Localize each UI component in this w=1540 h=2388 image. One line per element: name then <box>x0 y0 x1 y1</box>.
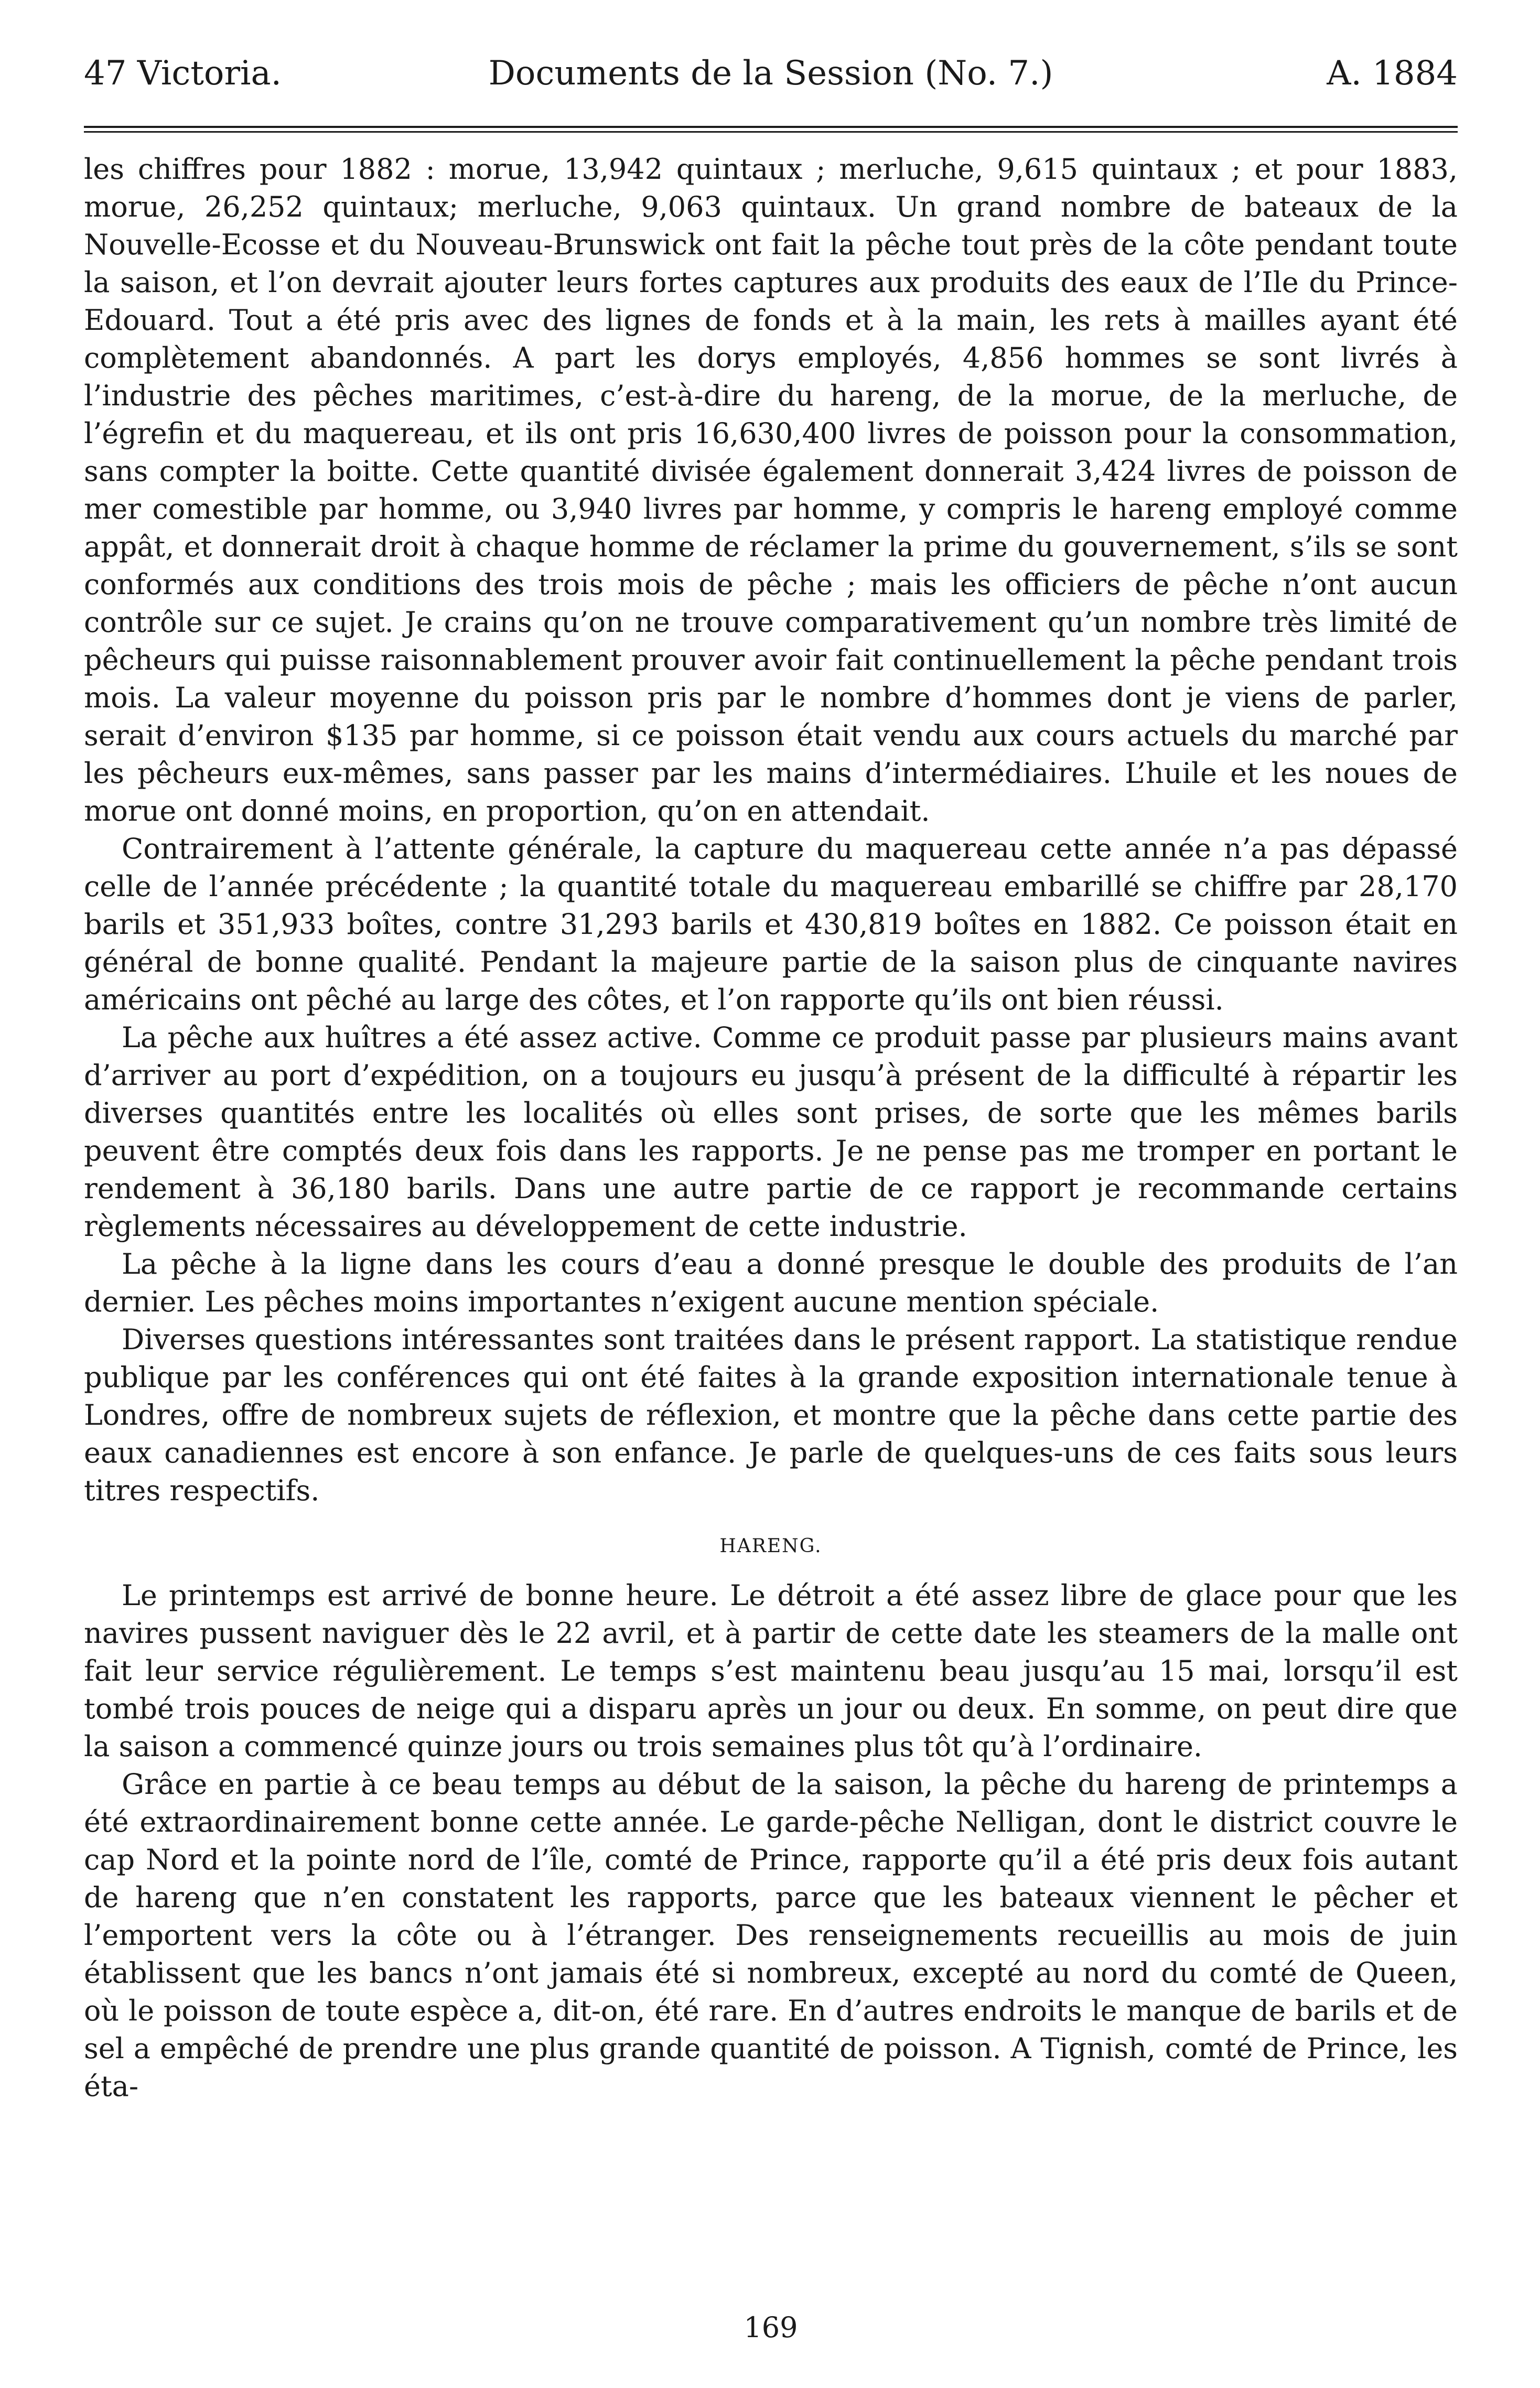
paragraph-questions: Diverses questions intéressantes sont traitées dans le présent rapport. La statistique rendue publique par les conférences qui ont été faites à la grande exposition internationale tenue à Londres, offre de nombreux sujets de réflexion, et montre que la pêche dans cette partie des eaux canadiennes est encore à son enfance. Je parle de quelques-uns de ces faits sous leurs titres respectifs. <box>84 1323 1458 1507</box>
page-number: 169 <box>744 2311 798 2344</box>
header-year: A. 1884 <box>1327 54 1458 93</box>
paragraph-ligne: La pêche à la ligne dans les cours d’eau a donné presque le double des produits de l’an dernier. Les pêches moins importantes n’exigent aucune mention spéciale. <box>84 1247 1458 1318</box>
header-volume: 47 Victoria. <box>84 54 282 93</box>
paragraph-continuation: les chiffres pour 1882 : morue, 13,942 quintaux ; merluche, 9,615 quintaux ; et pour 1883, morue, 26,252 quintaux; merluche, 9,063 quintaux. Un grand nombre de bateaux de la Nouvelle-Ecosse et du Nouveau-Brunswick ont fait la pêche tout près de la côte pendant toute la saison, et l’on devrait ajouter leurs fortes captures aux produits des eaux de l’Ile du Prince-Edouard. Tout a été pris avec des lignes de fonds et à la main, les rets à mailles ayant été complètement abandonnés. A part les dorys employés, 4,856 hommes se sont livrés à l’industrie des pêches maritimes, c’est-à-dire du hareng, de la morue, de la merluche, de l’égrefin et du maquereau, et ils ont pris 16,630,400 livres de poisson pour la consommation, sans compter la boitte. Cette quantité divisée également donnerait 3,424 livres de poisson de mer comestible par homme, ou 3,940 livres par homme, y compris le hareng employé comme appât, et donnerait droit à chaque homme de réclamer la prime du gouvernement, s’ils se sont conformés aux conditions des trois mois de pêche ; mais les officiers de pêche n’ont aucun contrôle sur ce sujet. Je crains qu’on ne trouve comparativement qu’un nombre très limité de pêcheurs qui puisse raisonnablement prouver avoir fait continuellement la pêche pendant trois mois. La valeur moyenne du poisson pris par le nombre d’hommes dont je viens de parler, serait d’environ $135 par homme, si ce poisson était vendu aux cours actuels du marché par les pêcheurs eux-mêmes, sans passer par les mains d’intermédiaires. L’huile et les noues de morue ont donné moins, en proportion, qu’on en attendait. <box>84 153 1458 827</box>
paragraph-hareng: Grâce en partie à ce beau temps au début de la saison, la pêche du hareng de printemps a été extraordinairement bonne cette année. Le garde-pêche Nelligan, dont le district couvre le cap Nord et la pointe nord de l’île, comté de Prince, rapporte qu’il a été pris deux fois autant de hareng que n’en constatent les rapports, parce que les bateaux viennent le pêcher et l’emportent vers la côte ou à l’étranger. Des renseignements recueillis au mois de juin établissent que les bancs n’ont jamais été si nombreux, excepté au nord du comté de Queen, où le poisson de toute espèce a, dit-on, été rare. En d’autres endroits le manque de barils et de sel a empêché de prendre une plus grande quantité de poisson. A Tignish, comté de Prince, les éta- <box>84 1768 1458 2103</box>
document-page <box>84 42 1458 2360</box>
body-text <box>84 150 1458 2105</box>
running-head <box>84 42 1458 105</box>
section-heading: HARENG. <box>719 1535 822 1557</box>
paragraph-printemps: Le printemps est arrivé de bonne heure. Le détroit a été assez libre de glace pour que les navires pussent naviguer dès le 22 avril, et à partir de cette date les steamers de la malle ont fait leur service régulièrement. Le temps s’est maintenu beau jusqu’au 15 mai, lorsqu’il est tombé trois pouces de neige qui a disparu après un jour ou deux. En somme, on peut dire que la saison a commencé quinze jours ou trois semaines plus tôt qu’à l’ordinaire. <box>84 1579 1458 1763</box>
header-title: Documents de la Session (No. 7.) <box>488 54 1053 93</box>
header-rule <box>84 126 1458 133</box>
paragraph-huitres: La pêche aux huîtres a été assez active. Comme ce produit passe par plusieurs mains avant d’arriver au port d’expédition, on a toujours eu jusqu’à présent de la difficulté à répartir les diverses quantités entre les localités où elles sont prises, de sorte que les mêmes barils peuvent être comptés deux fois dans les rapports. Je ne pense pas me tromper en portant le rendement à 36,180 barils. Dans une autre partie de ce rapport je recommande certains règlements nécessaires au développement de cette industrie. <box>84 1021 1458 1243</box>
paragraph-maquereau: Contrairement à l’attente générale, la capture du maquereau cette année n’a pas dépassé celle de l’année précédente ; la quantité totale du maquereau embarillé se chiffre par 28,170 barils et 351,933 boîtes, contre 31,293 barils et 430,819 boîtes en 1882. Ce poisson était en général de bonne qualité. Pendant la majeure partie de la saison plus de cinquante navires américains ont pêché au large des côtes, et l’on rapporte qu’ils ont bien réussi. <box>84 832 1458 1016</box>
